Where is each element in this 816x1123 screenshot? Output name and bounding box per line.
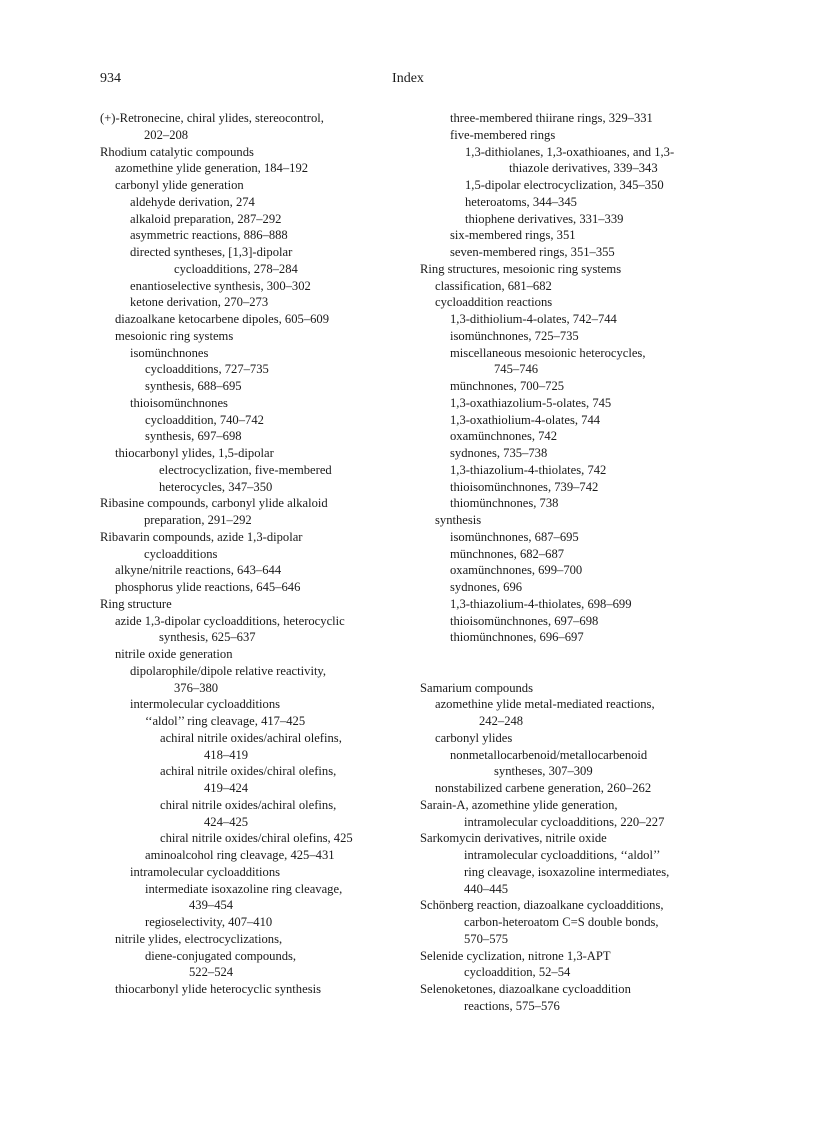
index-entry-term: enantioselective synthesis, 300–302 [130,278,311,293]
index-entry-term: achiral nitrile oxides/achiral olefins, [160,730,342,745]
index-entry-term: Ring structure [100,596,172,611]
index-entry [420,680,725,697]
index-entry [420,244,725,261]
index-entry-continuation: intramolecular cycloadditions, 220–227 [464,814,665,829]
index-entry [420,445,725,462]
index-entry [420,144,725,178]
index-entry [420,780,725,797]
index-entry [420,345,725,379]
index-entry-continuation: preparation, 291–292 [144,513,252,527]
index-entry-term: asymmetric reactions, 886–888 [130,228,288,243]
index-entry-term: 1,5-dipolar electrocyclization, 345–350 [465,178,664,192]
index-entry [420,830,725,897]
index-entry-continuation: thiazole derivatives, 339–343 [509,161,658,176]
index-entry-term: heteroatoms, 344–345 [465,194,577,209]
index-entry [100,881,400,915]
index-entry [100,412,400,429]
index-entry [100,211,400,228]
index-entry-continuation: synthesis, 625–637 [159,630,256,645]
index-entry-term: classification, 681–682 [435,278,552,293]
index-entry-continuation: 242–248 [479,714,524,728]
index-entry-term: nonstabilized carbene generation, 260–262 [435,781,652,795]
index-entry [420,629,725,646]
running-head: Index [392,71,424,86]
index-entry-term: münchnones, 682–687 [450,546,565,561]
index-entry-term: three-membered thiirane rings, 329–331 [450,111,653,125]
index-entry-continuation: carbon-heteroatom C=S double bonds, [464,915,659,929]
index-entry-continuation: 419–424 [204,781,249,795]
index-entry [100,562,400,579]
index-spacer [420,646,725,663]
index-entry-continuation: 418–419 [204,747,249,762]
index-entry-term: thioisomünchnones [130,395,228,410]
index-entry-term: sydnones, 735–738 [450,446,548,460]
index-entry-term: aldehyde derivation, 274 [130,194,255,209]
index-entry [100,177,400,194]
index-entry-continuation: cycloadditions, 278–284 [174,261,298,276]
index-entry-continuation: reactions, 575–576 [464,998,560,1013]
index-entry [420,378,725,395]
index-entry-term: 1,3-thiazolium-4-thiolates, 742 [450,462,607,477]
index-entry-term: intermediate isoxazoline ring cleavage, [145,881,343,896]
index-entry-term: intramolecular cycloadditions [130,864,281,879]
index-entry [420,495,725,512]
index-entry [100,596,400,613]
index-entry [100,445,400,495]
index-entry-term: 1,3-oxathiolium-4-olates, 744 [450,412,601,427]
index-entry [420,127,725,144]
index-entry [100,495,400,529]
index-entry-term: sydnones, 696 [450,580,523,594]
index-entry [420,613,725,630]
index-entry [100,378,400,395]
index-entry-term: isomünchnones, 725–735 [450,328,579,343]
index-entry [420,529,725,546]
index-entry [420,596,725,613]
index-entry [420,730,725,747]
index-entry-continuation: electrocyclization, five-membered [159,462,332,477]
index-entry [420,428,725,445]
index-entry [100,948,400,982]
index-entry-term: miscellaneous mesoionic heterocycles, [450,345,646,360]
index-entry-term: dipolarophile/dipole relative reactivity, [130,663,327,678]
index-entry-term: thioisomünchnones, 739–742 [450,479,599,494]
index-entry-term: six-membered rings, 351 [450,228,576,243]
index-entry [420,194,725,211]
index-entry-term: 1,3-dithiolanes, 1,3-oxathioanes, and 1,3- [465,144,675,159]
index-entry [420,412,725,429]
index-entry [420,177,725,194]
index-column-right [420,110,725,1015]
index-entry-term: oxamünchnones, 742 [450,429,558,444]
index-entry-continuation: ring cleavage, isoxazoline intermediates, [464,864,670,879]
index-entry-term: Samarium compounds [420,680,533,695]
index-entry [100,194,400,211]
index-entry-term: thiomünchnones, 738 [450,496,559,511]
index-entry [420,395,725,412]
index-entry-term: (+)-Retronecine, chiral ylides, stereocontrol, [100,111,324,125]
index-entry [420,897,725,947]
index-entry-term: directed syntheses, [1,3]-dipolar [130,245,293,259]
index-entry [420,562,725,579]
index-entry-continuation: 439–454 [189,898,234,913]
index-entry-continuation: cycloadditions [144,546,218,561]
index-entry-term: Sarain-A, azomethine ylide generation, [420,797,618,812]
index-entry-term: alkyne/nitrile reactions, 643–644 [115,563,282,578]
index-entry-continuation: heterocycles, 347–350 [159,479,273,494]
index-entry-term: ‘‘aldol’’ ring cleavage, 417–425 [145,714,306,728]
index-entry [420,328,725,345]
index-entry-term: Ring structures, mesoionic ring systems [420,261,622,276]
index-entry [100,663,400,697]
index-entry-term: thiomünchnones, 696–697 [450,630,584,645]
index-entry [420,311,725,328]
index-entry-term: thiocarbonyl ylide heterocyclic synthesis [115,982,321,996]
index-entry-term: synthesis, 688–695 [145,379,242,393]
index-entry [420,948,725,982]
index-entry-term: Selenoketones, diazoalkane cycloaddition [420,982,631,996]
index-entry-term: chiral nitrile oxides/chiral olefins, 425 [160,831,353,846]
index-entry-term: diazoalkane ketocarbene dipoles, 605–609 [115,312,330,326]
index-entry [100,328,400,345]
index-entry [420,981,725,1015]
index-spacer [420,663,725,680]
index-entry-term: azide 1,3-dipolar cycloadditions, heterocyclic [115,613,345,628]
index-entry [100,763,400,797]
index-entry-term: oxamünchnones, 699–700 [450,563,583,578]
index-entry-continuation: intramolecular cycloadditions, ‘‘aldol’’ [464,848,661,862]
index-entry-term: thiophene derivatives, 331–339 [465,211,624,226]
index-entry [100,847,400,864]
index-entry-term: 1,3-dithiolium-4-olates, 742–744 [450,312,617,326]
index-entry-term: chiral nitrile oxides/achiral olefins, [160,797,337,812]
index-entry-term: phosphorus ylide reactions, 645–646 [115,580,301,594]
index-entry [420,696,725,730]
index-entry [420,747,725,781]
index-entry [100,244,400,278]
index-entry-term: alkaloid preparation, 287–292 [130,211,282,226]
index-entry-term: nitrile oxide generation [115,647,233,661]
index-entry [420,227,725,244]
index-entry-continuation: 424–425 [204,814,249,829]
index-entry-continuation: 522–524 [189,965,234,980]
index-entry-term: Schönberg reaction, diazoalkane cycloadditions, [420,898,664,913]
index-entry [100,579,400,596]
index-entry [100,110,400,144]
index-entry-term: diene-conjugated compounds, [145,948,297,963]
index-entry-term: Rhodium catalytic compounds [100,144,254,159]
index-entry [100,395,400,412]
index-entry [420,294,725,311]
index-entry [420,211,725,228]
index-entry [100,227,400,244]
index-entry-term: intermolecular cycloadditions [130,697,281,712]
index-entry-term: Ribasine compounds, carbonyl ylide alkaloid [100,496,328,511]
index-entry [420,278,725,295]
page-number: 934 [100,71,121,86]
index-entry-continuation: 570–575 [464,931,509,946]
index-entry-term: aminoalcohol ring cleavage, 425–431 [145,848,335,862]
index-entry [420,110,725,127]
index-entry [100,613,400,647]
index-entry-term: nitrile ylides, electrocyclizations, [115,931,283,946]
index-column-left [100,110,400,998]
index-entry [100,278,400,295]
index-entry [100,713,400,730]
index-entry [100,864,400,881]
index-entry-continuation: 202–208 [144,127,189,142]
index-entry-continuation: syntheses, 307–309 [494,764,593,779]
index-entry-term: cycloaddition, 740–742 [145,412,264,427]
index-entry-continuation: cycloaddition, 52–54 [464,965,571,980]
index-entry [100,646,400,663]
index-entry [420,579,725,596]
index-entry [100,797,400,831]
index-entry-term: thioisomünchnones, 697–698 [450,613,599,628]
index-entry-term: ketone derivation, 270–273 [130,295,269,310]
index-entry-term: isomünchnones [130,345,209,360]
index-entry [100,311,400,328]
index-entry [100,529,400,563]
index-entry-term: azomethine ylide generation, 184–192 [115,161,309,176]
index-entry-term: synthesis [435,513,482,527]
index-entry-continuation: 745–746 [494,362,539,377]
index-entry-term: Selenide cyclization, nitrone 1,3-APT [420,948,611,963]
index-entry [100,294,400,311]
index-entry-term: achiral nitrile oxides/chiral olefins, [160,764,337,779]
index-entry [100,914,400,931]
index-entry [420,546,725,563]
index-entry [100,730,400,764]
index-entry-term: cycloaddition reactions [435,295,553,310]
index-entry-term: azomethine ylide metal-mediated reactions, [435,697,655,712]
index-entry-term: thiocarbonyl ylides, 1,5-dipolar [115,446,274,460]
index-entry [100,830,400,847]
index-entry [100,931,400,948]
index-entry-term: carbonyl ylide generation [115,178,244,192]
index-entry-term: cycloadditions, 727–735 [145,362,269,377]
index-entry-term: seven-membered rings, 351–355 [450,245,615,259]
index-entry [100,361,400,378]
index-entry-term: five-membered rings [450,127,556,142]
index-entry-term: nonmetallocarbenoid/metallocarbenoid [450,747,648,762]
index-entry [420,261,725,278]
index-entry-term: carbonyl ylides [435,730,513,745]
index-entry [100,160,400,177]
index-entry [420,462,725,479]
index-entry-term: 1,3-oxathiazolium-5-olates, 745 [450,395,612,410]
index-entry [100,345,400,362]
index-entry-term: synthesis, 697–698 [145,429,242,444]
index-entry-term: Ribavarin compounds, azide 1,3-dipolar [100,529,303,544]
index-entry [420,797,725,831]
index-entry [100,696,400,713]
index-entry [420,479,725,496]
index-entry [420,512,725,529]
index-entry-term: regioselectivity, 407–410 [145,915,273,929]
index-entry-term: isomünchnones, 687–695 [450,529,579,544]
index-entry-continuation: 376–380 [174,680,219,695]
index-entry-term: 1,3-thiazolium-4-thiolates, 698–699 [450,596,632,611]
index-entry-term: mesoionic ring systems [115,328,234,343]
index-entry-continuation: 440–445 [464,881,509,896]
index-entry [100,144,400,161]
index-entry [100,428,400,445]
index-entry-term: Sarkomycin derivatives, nitrile oxide [420,831,607,846]
index-entry-term: münchnones, 700–725 [450,379,565,393]
index-entry [100,981,400,998]
